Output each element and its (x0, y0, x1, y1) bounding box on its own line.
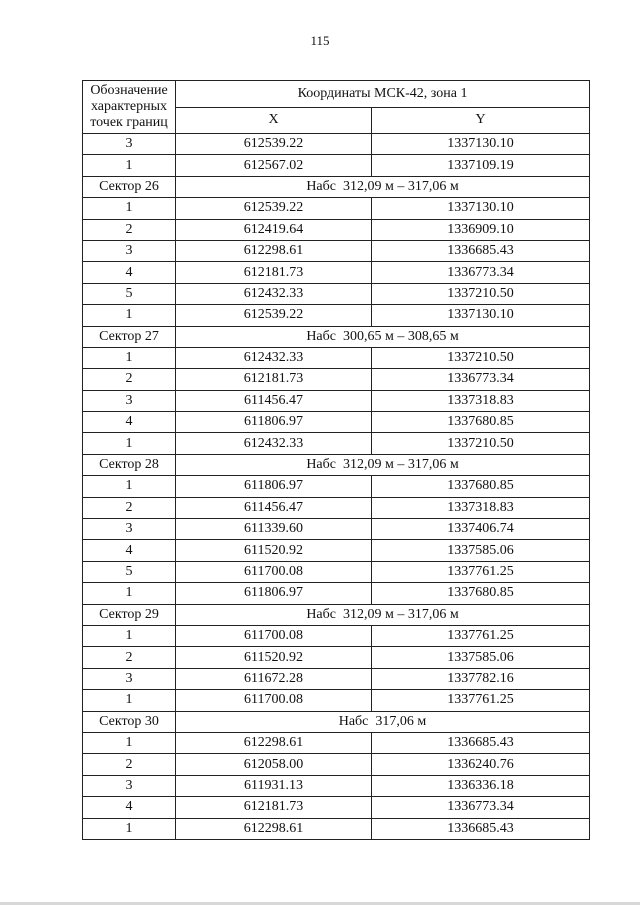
x-coordinate: 611339.60 (176, 519, 372, 540)
x-coordinate: 612419.64 (176, 219, 372, 240)
table-row (83, 134, 590, 155)
y-coordinate: 1337130.10 (372, 134, 590, 155)
point-number: 1 (83, 732, 176, 753)
y-coordinate: 1337761.25 (372, 690, 590, 711)
y-coordinate: 1336773.34 (372, 262, 590, 283)
x-coordinate: 611700.08 (176, 690, 372, 711)
table-row (83, 219, 590, 240)
y-coordinate: 1336773.34 (372, 797, 590, 818)
y-coordinate: 1337680.85 (372, 412, 590, 433)
table-row (83, 647, 590, 668)
point-number: 3 (83, 668, 176, 689)
page-number: 115 (310, 33, 330, 48)
y-coordinate: 1336685.43 (372, 240, 590, 261)
y-coordinate: 1337585.06 (372, 647, 590, 668)
table-row (83, 732, 590, 753)
table-row (83, 283, 590, 304)
x-coordinate: 611806.97 (176, 412, 372, 433)
sector-row (83, 454, 590, 475)
x-coordinate: 611700.08 (176, 625, 372, 646)
point-number: 1 (83, 476, 176, 497)
point-number: 3 (83, 134, 176, 155)
point-number: 4 (83, 412, 176, 433)
y-coordinate: 1337761.25 (372, 625, 590, 646)
table-body (83, 134, 590, 840)
y-coordinate: 1336685.43 (372, 732, 590, 753)
table-row (83, 369, 590, 390)
x-coordinate: 612181.73 (176, 262, 372, 283)
x-coordinate: 611931.13 (176, 775, 372, 796)
sector-row (83, 711, 590, 732)
x-coordinate: 612539.22 (176, 134, 372, 155)
x-coordinate: 612298.61 (176, 732, 372, 753)
y-coordinate: 1336909.10 (372, 219, 590, 240)
sector-label: Сектор 27 (83, 326, 176, 347)
point-number: 1 (83, 347, 176, 368)
y-coordinate: 1337210.50 (372, 283, 590, 304)
table-row (83, 797, 590, 818)
y-coordinate: 1337130.10 (372, 305, 590, 326)
x-coordinate: 611520.92 (176, 540, 372, 561)
table-row (83, 583, 590, 604)
table-row (83, 690, 590, 711)
table-row (83, 497, 590, 518)
x-column-header: X (176, 107, 372, 134)
table-row (83, 818, 590, 839)
y-coordinate: 1336685.43 (372, 818, 590, 839)
x-coordinate: 611700.08 (176, 561, 372, 582)
x-coordinate: 612567.02 (176, 155, 372, 176)
y-coordinate: 1337680.85 (372, 583, 590, 604)
y-coordinate: 1336240.76 (372, 754, 590, 775)
sector-row (83, 326, 590, 347)
sector-elevation: Набс 312,09 м – 317,06 м (176, 454, 590, 475)
x-coordinate: 612298.61 (176, 818, 372, 839)
y-column-header: Y (372, 107, 590, 134)
point-number: 1 (83, 625, 176, 646)
table-header-row (83, 81, 590, 108)
y-coordinate: 1337210.50 (372, 433, 590, 454)
y-coordinate: 1337782.16 (372, 668, 590, 689)
table-row (83, 240, 590, 261)
sector-label: Сектор 28 (83, 454, 176, 475)
point-number: 2 (83, 497, 176, 518)
point-number: 1 (83, 583, 176, 604)
y-coordinate: 1336336.18 (372, 775, 590, 796)
table-row (83, 347, 590, 368)
coordinates-header: Координаты МСК-42, зона 1 (176, 81, 590, 108)
x-coordinate: 611672.28 (176, 668, 372, 689)
sector-label: Сектор 30 (83, 711, 176, 732)
x-coordinate: 611456.47 (176, 390, 372, 411)
table-row (83, 433, 590, 454)
designation-header (83, 81, 176, 134)
x-coordinate: 611520.92 (176, 647, 372, 668)
y-coordinate: 1337130.10 (372, 198, 590, 219)
point-number: 3 (83, 240, 176, 261)
y-coordinate: 1337680.85 (372, 476, 590, 497)
y-coordinate: 1337761.25 (372, 561, 590, 582)
sector-label: Сектор 26 (83, 176, 176, 197)
point-number: 1 (83, 198, 176, 219)
table-row (83, 198, 590, 219)
table-row (83, 561, 590, 582)
sector-elevation: Набс 300,65 м – 308,65 м (176, 326, 590, 347)
point-number: 4 (83, 540, 176, 561)
point-number: 1 (83, 433, 176, 454)
coordinates-table (82, 80, 590, 840)
point-number: 1 (83, 305, 176, 326)
sector-elevation: Набс 312,09 м – 317,06 м (176, 604, 590, 625)
sector-row (83, 176, 590, 197)
point-number: 4 (83, 797, 176, 818)
point-number: 2 (83, 754, 176, 775)
designation-header-line: Обозначение (90, 83, 168, 98)
table-row (83, 775, 590, 796)
point-number: 3 (83, 390, 176, 411)
x-coordinate: 612539.22 (176, 305, 372, 326)
table-row (83, 625, 590, 646)
x-coordinate: 611806.97 (176, 583, 372, 604)
table-row (83, 476, 590, 497)
point-number: 4 (83, 262, 176, 283)
table-row (83, 262, 590, 283)
point-number: 2 (83, 647, 176, 668)
table-row (83, 754, 590, 775)
y-coordinate: 1337318.83 (372, 497, 590, 518)
table-row (83, 390, 590, 411)
table-row (83, 668, 590, 689)
table-row (83, 305, 590, 326)
y-coordinate: 1337109.19 (372, 155, 590, 176)
point-number: 1 (83, 690, 176, 711)
y-coordinate: 1337210.50 (372, 347, 590, 368)
x-coordinate: 612432.33 (176, 283, 372, 304)
point-number: 3 (83, 775, 176, 796)
point-number: 1 (83, 818, 176, 839)
x-coordinate: 611806.97 (176, 476, 372, 497)
table-row (83, 155, 590, 176)
y-coordinate: 1337406.74 (372, 519, 590, 540)
x-coordinate: 612181.73 (176, 797, 372, 818)
x-coordinate: 612058.00 (176, 754, 372, 775)
point-number: 5 (83, 283, 176, 304)
table-row (83, 540, 590, 561)
y-coordinate: 1337585.06 (372, 540, 590, 561)
point-number: 5 (83, 561, 176, 582)
x-coordinate: 612539.22 (176, 198, 372, 219)
sector-elevation: Набс 312,09 м – 317,06 м (176, 176, 590, 197)
table-row (83, 519, 590, 540)
x-coordinate: 611456.47 (176, 497, 372, 518)
x-coordinate: 612432.33 (176, 433, 372, 454)
designation-header-line: характерных (90, 99, 168, 114)
x-coordinate: 612298.61 (176, 240, 372, 261)
point-number: 2 (83, 369, 176, 390)
point-number: 2 (83, 219, 176, 240)
point-number: 3 (83, 519, 176, 540)
sector-label: Сектор 29 (83, 604, 176, 625)
designation-header-line: точек границ (90, 115, 168, 130)
sector-elevation: Набс 317,06 м (176, 711, 590, 732)
x-coordinate: 612432.33 (176, 347, 372, 368)
y-coordinate: 1336773.34 (372, 369, 590, 390)
y-coordinate: 1337318.83 (372, 390, 590, 411)
x-coordinate: 612181.73 (176, 369, 372, 390)
point-number: 1 (83, 155, 176, 176)
sector-row (83, 604, 590, 625)
table-row (83, 412, 590, 433)
